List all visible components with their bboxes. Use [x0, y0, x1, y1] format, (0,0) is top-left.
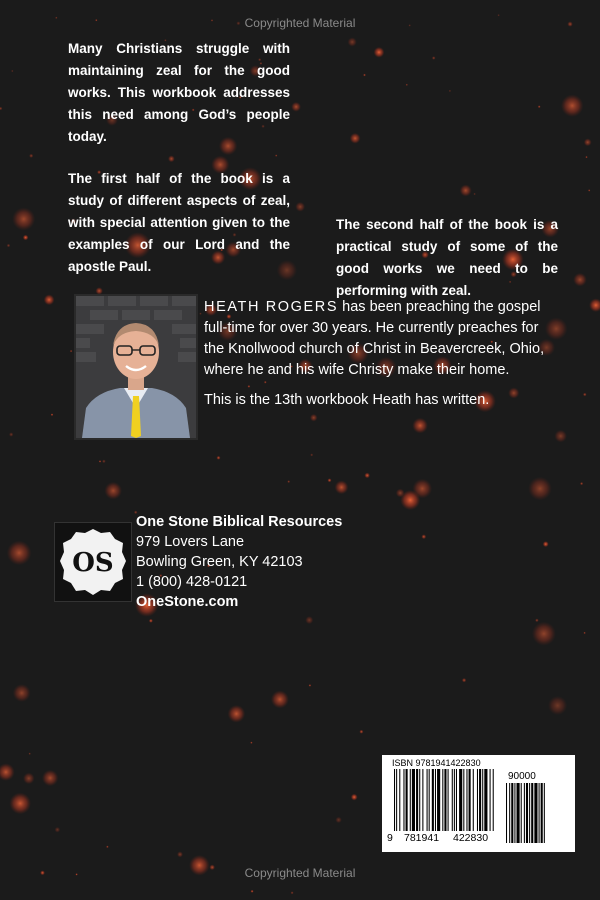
ember-dot [548, 696, 567, 715]
ember-dot [583, 393, 587, 397]
publisher-city: Bowling Green, KY 42103 [136, 554, 303, 570]
ember-dot [271, 690, 289, 708]
ember-dot [351, 794, 358, 801]
publisher-name: One Stone Biblical Resources [136, 514, 343, 530]
ember-dot [23, 773, 35, 785]
blurb-paragraph-2: The first half of the book is a study of different aspects of zeal, with special attention given to the examples of our Lord and the apostle Paul. [68, 171, 290, 274]
publisher-logo [54, 522, 132, 602]
ember-dot [400, 490, 420, 510]
author-photo [76, 296, 196, 438]
ember-dot [543, 541, 549, 547]
watermark-top: Copyrighted Material [244, 16, 356, 30]
ember-dot [177, 851, 183, 857]
ember-dot [561, 95, 583, 117]
ember-dot [13, 684, 31, 702]
ember-dot [528, 477, 552, 501]
ember-dot [55, 827, 61, 833]
ember-dot [374, 47, 385, 58]
ember-dot [42, 770, 58, 786]
ember-dot [432, 56, 436, 60]
price-code: 90000 [508, 771, 536, 782]
publisher-street: 979 Lovers Lane [136, 534, 245, 550]
ember-dot [585, 156, 587, 158]
author-workbook-note: This is the 13th workbook Heath has written. [204, 392, 490, 408]
ember-dot [348, 37, 357, 46]
ember-dot [583, 632, 585, 634]
ember-dot [335, 817, 341, 823]
ember-dot [102, 460, 106, 464]
ember-dot [12, 208, 35, 231]
ember-dot [287, 480, 290, 483]
ember-dot [228, 705, 246, 723]
ember-dot [363, 74, 366, 77]
ember-dot [0, 107, 2, 111]
ember-dot [199, 313, 201, 315]
isbn-label: ISBN 9781941422830 [392, 758, 481, 768]
ember-dot [350, 133, 361, 144]
ember-dot [364, 473, 370, 479]
ember-dot [359, 730, 363, 734]
publisher-logo-mark: OS [72, 548, 114, 578]
isbn-digits-last: 422830 [453, 832, 489, 844]
ember-dot [305, 616, 313, 624]
ember-dot [580, 482, 583, 485]
ember-dot [532, 622, 556, 646]
ember-dot [29, 154, 33, 158]
ember-dot [589, 298, 600, 312]
ember-dot [0, 763, 15, 781]
ember-dot [421, 534, 426, 539]
isbn-digit-first: 9 [387, 832, 393, 844]
ember-dot [573, 273, 587, 287]
ember-dot [217, 456, 221, 460]
ember-dot [310, 414, 318, 422]
ember-dot [9, 793, 31, 815]
author-name: HEATH ROGERS [204, 299, 339, 315]
ember-dot [462, 678, 466, 682]
ember-dot [149, 619, 153, 623]
ember-dot [310, 453, 313, 456]
ember-dot [106, 846, 109, 849]
ember-dot [9, 432, 13, 436]
ember-dot [295, 202, 305, 212]
ember-dot [51, 413, 54, 416]
ember-dot [104, 482, 122, 500]
watermark-bottom: Copyrighted Material [244, 866, 356, 880]
ember-dot [538, 105, 541, 108]
ember-dot [291, 102, 301, 112]
ember-dot [250, 742, 252, 744]
ember-dot [7, 541, 32, 566]
ember-dot [23, 235, 29, 241]
ember-dot [70, 350, 73, 353]
ember-dot [251, 890, 254, 893]
ember-dot [11, 70, 13, 72]
ember-dot [44, 294, 55, 305]
isbn-barcode [382, 755, 575, 852]
blurb-paragraph-1: Many Christians struggle with maintaining zeal for the good works. This workbook addresses this need among God’s people today. [68, 41, 290, 144]
ember-dot [291, 891, 294, 894]
ember-dot [584, 138, 592, 146]
ember-dot [328, 478, 332, 482]
ember-dot [554, 430, 567, 443]
isbn-digits-mid: 781941 [404, 832, 440, 844]
publisher-website: OneStone.com [136, 594, 239, 610]
author-bio [204, 297, 554, 411]
author-bio-text: has been preaching the gospel full-time for over 30 years. He currently preaches for the Knollwood church of Christ in Beavercreek, Ohio, where he and his wife Christy make their home. [204, 299, 545, 378]
ember-dot [588, 189, 590, 191]
publisher-phone: 1 (800) 428-0121 [136, 574, 248, 590]
blurb-paragraph-3: The second half of the book is a practical study of some of the good works we need to be performing with zeal. [336, 217, 558, 298]
blurb-column-left [68, 38, 290, 296]
ember-dot [29, 753, 31, 755]
ember-dot [412, 418, 428, 434]
ember-dot [335, 480, 349, 494]
ember-dot [7, 244, 11, 248]
ember-dot [309, 684, 312, 687]
ember-dot [449, 90, 451, 92]
ember-dot [406, 84, 408, 86]
publisher-info [136, 512, 342, 612]
ember-dot [535, 619, 539, 623]
ember-dot [99, 460, 101, 462]
